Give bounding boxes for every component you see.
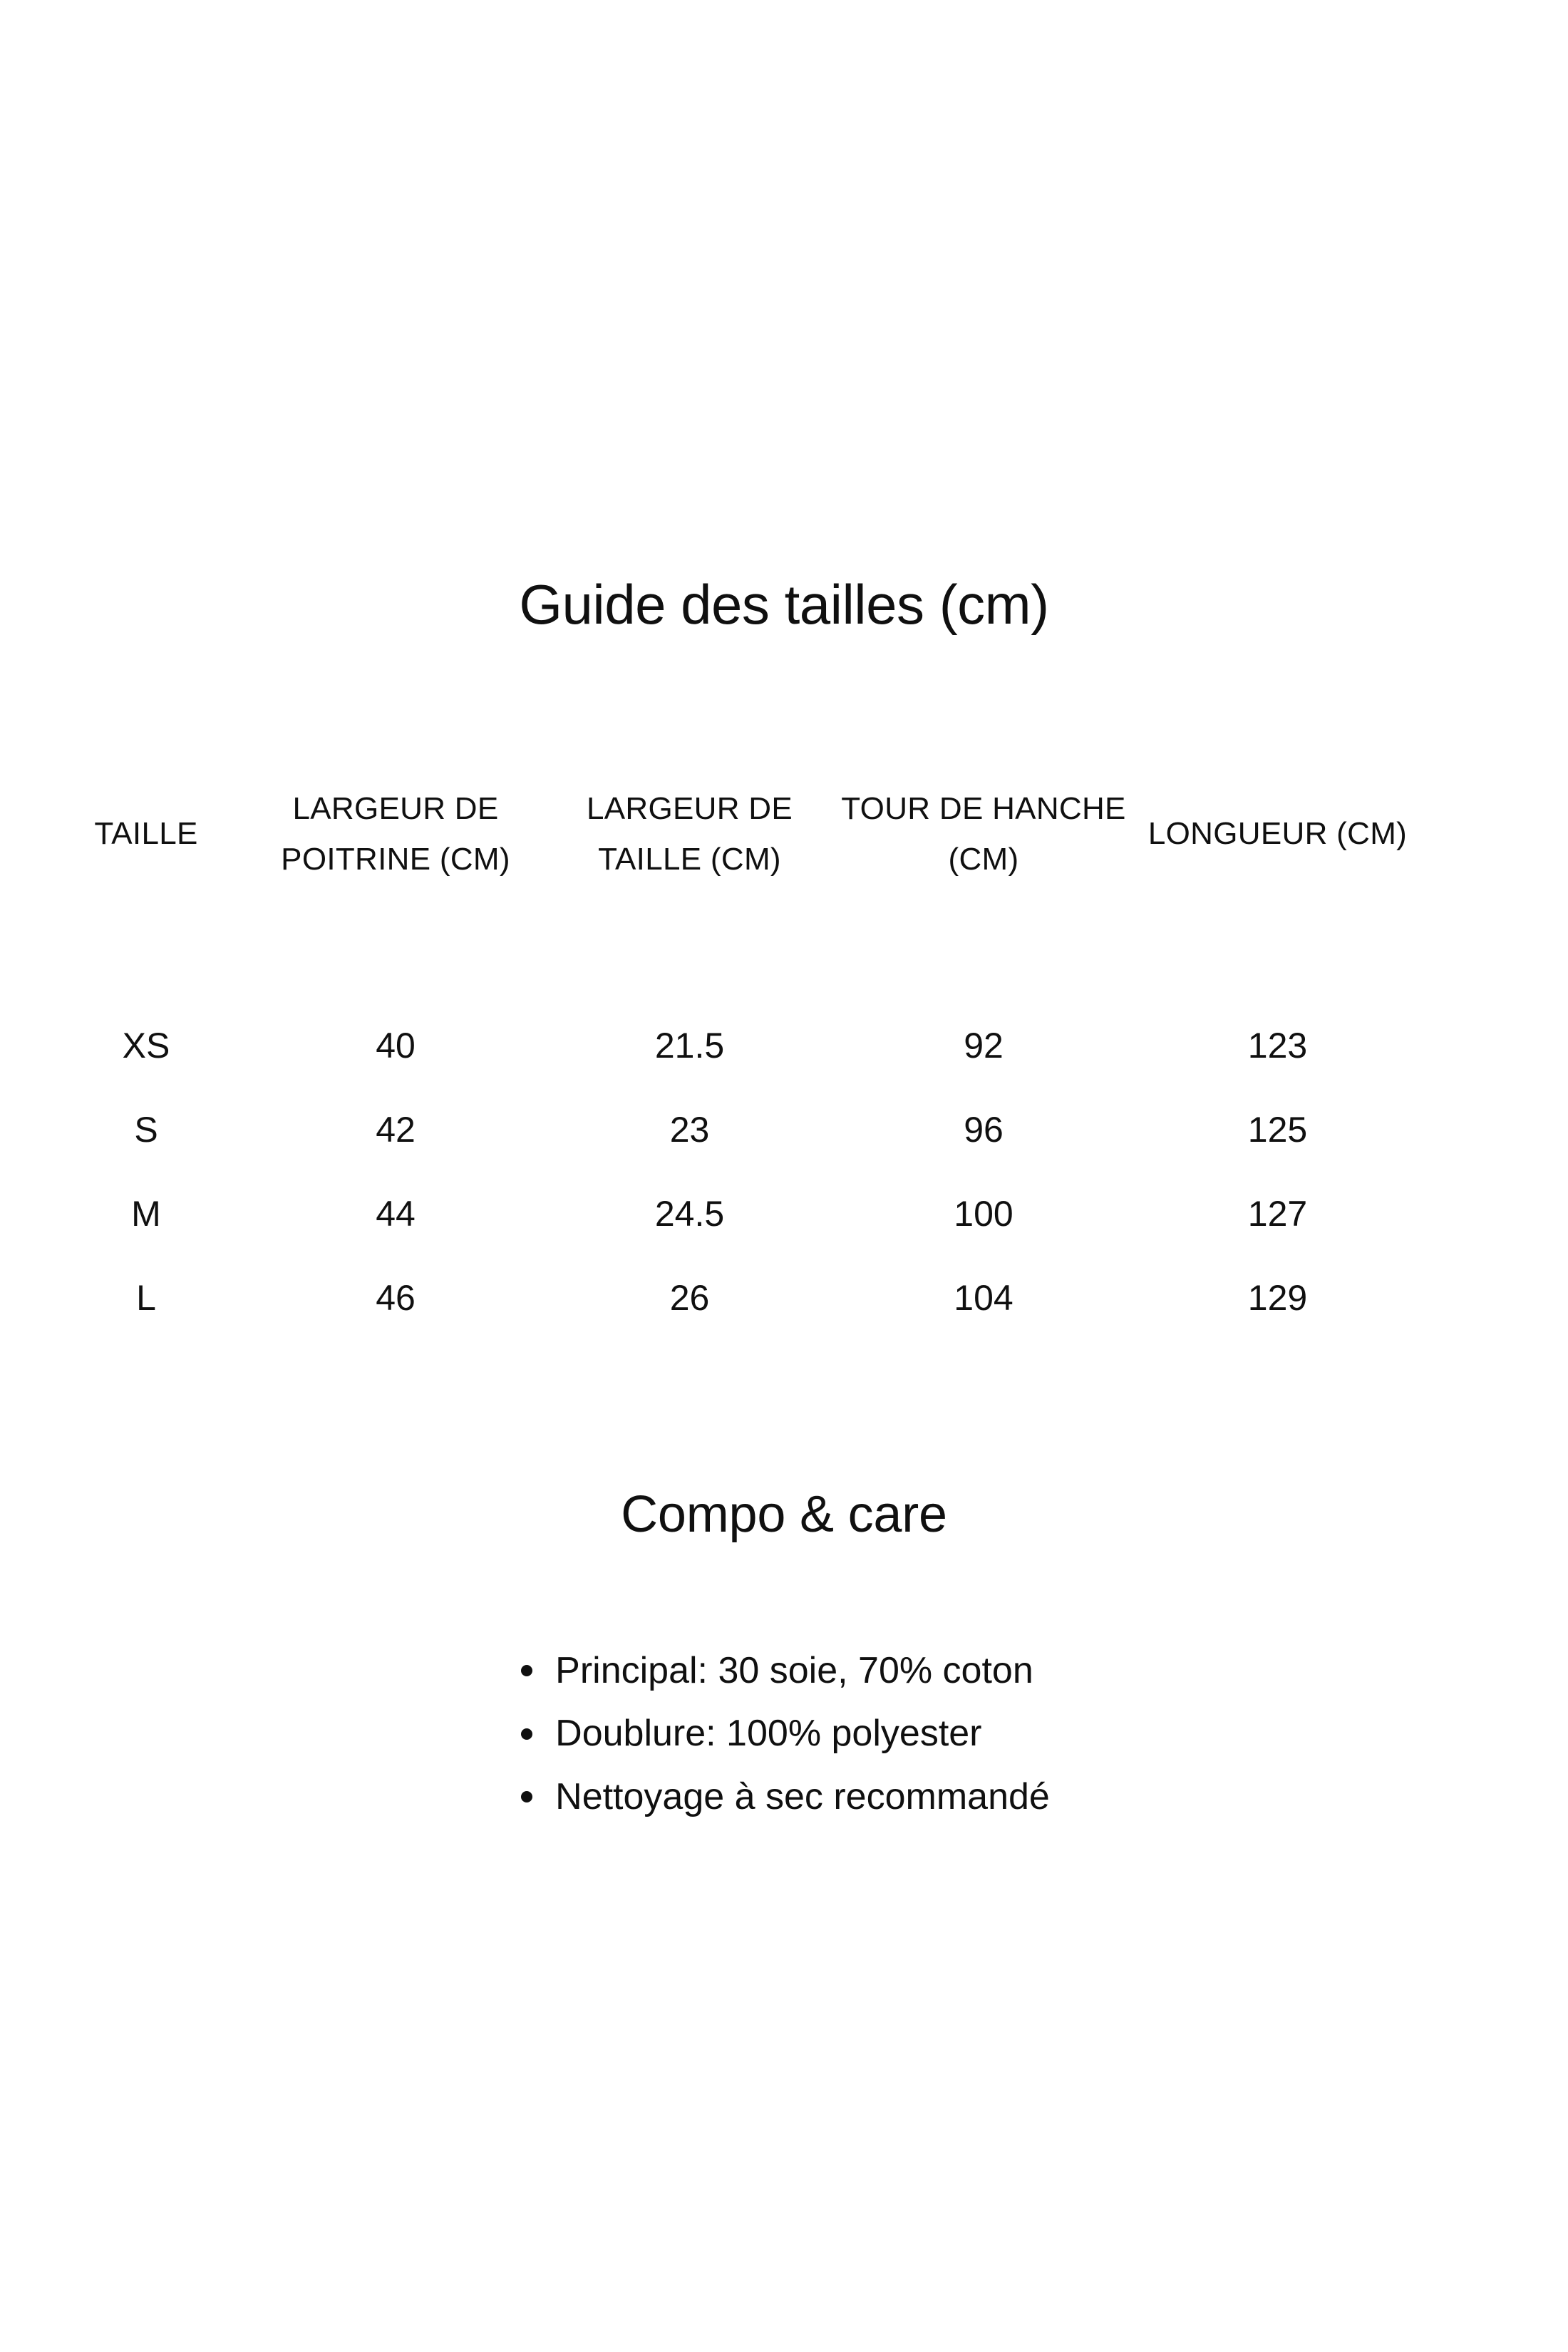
cell-size: M [131,1194,161,1234]
cell-waist: 21.5 [654,1026,725,1066]
table-row [43,1172,1425,1256]
cell-waist: 24.5 [654,1194,725,1234]
table-row [43,1256,1425,1340]
cell-length: 129 [1247,1278,1308,1318]
bullet-icon [521,1665,532,1676]
size-guide-table [43,677,1425,1340]
cell-hip: 96 [964,1110,1004,1150]
column-header-taille: TAILLE [94,816,198,852]
cell-length: 125 [1247,1110,1308,1150]
cell-chest: 46 [376,1278,416,1318]
list-item-label: Principal: 30 soie, 70% coton [555,1650,1033,1691]
cell-hip: 100 [954,1194,1013,1234]
cell-size: L [136,1278,156,1318]
compo-care-list-wrap [0,1639,1568,1828]
table-row [43,1088,1425,1172]
column-header-tour-de-hanche: TOUR DE HANCHE (CM) [841,790,1126,877]
cell-chest: 44 [376,1194,416,1234]
list-item-label: Nettoyage à sec recommandé [555,1775,1050,1817]
bullet-icon [521,1728,532,1740]
cell-chest: 40 [376,1026,416,1066]
cell-waist: 23 [669,1110,710,1150]
cell-size: S [134,1110,158,1150]
cell-length: 123 [1247,1026,1308,1066]
column-header-largeur-de-poitrine: LARGEUR DE POITRINE (CM) [281,790,510,877]
list-item [518,1639,1050,1702]
compo-care-title: Compo & care [621,1486,947,1543]
list-item [518,1765,1050,1828]
cell-hip: 104 [954,1278,1013,1318]
size-guide-title: Guide des tailles (cm) [519,573,1049,636]
compo-care-list [518,1639,1050,1828]
cell-hip: 92 [964,1026,1004,1066]
list-item-label: Doublure: 100% polyester [555,1713,982,1755]
table-header [43,677,1425,991]
column-header-largeur-de-taille: LARGEUR DE TAILLE (CM) [586,790,793,877]
cell-size: XS [122,1026,170,1066]
table-row [43,991,1425,1088]
column-header-longueur: LONGUEUR (CM) [1147,816,1408,852]
cell-waist: 26 [669,1278,710,1318]
list-item [518,1702,1050,1765]
bullet-icon [521,1791,532,1802]
table-body [43,991,1425,1340]
cell-chest: 42 [376,1110,416,1150]
table-header-row [43,677,1425,991]
cell-length: 127 [1247,1194,1308,1234]
